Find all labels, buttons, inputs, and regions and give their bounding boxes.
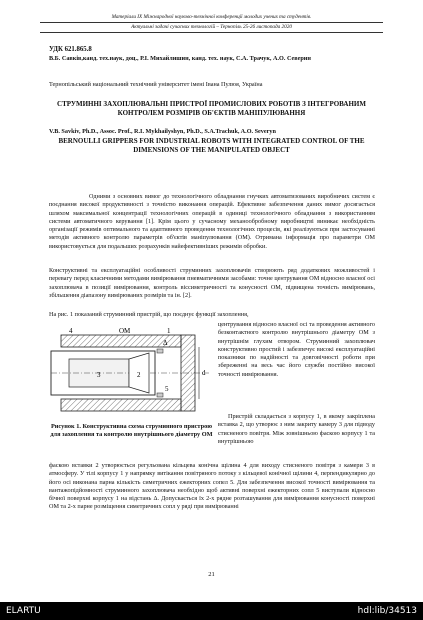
handle-id: hdl:lib/34513: [357, 606, 417, 616]
university: Тернопільський національний технічний університет імені Івана Пулюя, Україна: [49, 81, 263, 88]
gripper-schematic-figure: [49, 325, 214, 421]
header-divider-bottom: [40, 32, 383, 33]
label-2: 2: [137, 371, 141, 379]
label-d: d: [202, 369, 206, 377]
title-ua: СТРУМИННІ ЗАХОПЛЮВАЛЬНІ ПРИСТРОЇ ПРОМИСЛОВИХ РОБОТІВ З ІНТЕГРОВАНИМ КОНТРОЛЕМ РОЗМІРІВ ОБ'ЄКТІВ МАНІПУЛЮВАННЯ: [57, 100, 366, 117]
label-om: ОМ: [119, 327, 131, 335]
paragraph-4: фаскою вставки 2 утворюється регульована кільцева конічна щілина 4 для виходу стисненого повітря з камери 3 в атмосферу. У тілі корпусу 1 у напрямку витікання повітряного потоку з кільцевої конічної щілини 4, перпендикулярно до його осі виконана парна кількість симетричних ежекторних сопел 5. Для забезпечення високої точності вимірювання та вантажопідйомності струминного захоплювача необхідно щоб активні поверхні ежекторних сопл 5 виступали відносно бічної поверхні корпусу 1 на відстань Δ. Допускається їх 2-х рядне розташування для вимірювання конусності поверхні ОМ та 2-х парне розміщення симетричних сопл у ряді при вимірюванні: [49, 462, 375, 511]
header-line-1: Матеріали IX Міжнародної науково-технічної конференції молодих учених та студентів.: [111, 14, 312, 20]
label-1: 1: [167, 327, 171, 335]
paragraph-4-right: Пристрій складається з корпусу 1, в якому закріплена вставка 2, що утворює з ним закриту камеру 3 для підводу стисненого повітря. Між зовнішньою фаскою корпусу 1 та внутрішньою: [218, 413, 375, 445]
udc-code: УДК 621.865.8: [49, 46, 92, 53]
paragraph-3-right: центрування відносно власної осі та проведення активного безконтактного контролю внутрішнього діаметру ОМ з внутрішнім глухим отвором. Струминний захоплювач конструктивно простий і забезпечує високі експлуатаційні показники по надійності та довговічності роботи при збереженні на весь час його служби постійно високої точності вимірювання.: [218, 321, 375, 378]
repository-name: ELARTU: [6, 606, 41, 616]
authors-en: V.B. Savkiv, Ph.D., Assoc. Prof., R.I. Mykhailyshyn, Ph.D., S.A.Trachuk, A.O. Severyn: [49, 128, 276, 135]
paragraph-3-start: На рис. 1 показаний струминний пристрій, що поєднує функції захоплення,: [49, 311, 249, 318]
header-line-2: Актуальні задачі сучасних технологій – Тернопіль 25-26 листопада 2020: [131, 24, 292, 30]
authors-ua: В.Б. Савків,канд. тех.наук, доц., Р.І. Михайлишин, канд. тех. наук, С.А. Трачук, А.О. Северин: [49, 55, 311, 62]
label-delta: Δ: [163, 339, 168, 347]
paragraph-1: Одними з основних вимог до технологічного обладнання гнучких автоматизованих виробничих систем є поєднання високої продуктивності з точністю виконання операцій. Ефективне забезпечення даних вимог досягається шляхом максимальної концентрації технологічних операцій в одиниці технологічного обладнання з використанням системи автоматичного керування [1]. Крім цього у сучасному механообробному виробництві виникає необхідність організації режимів оптимального та адаптивного проведення технологічних процесів, які реалізуються при застосуванні методів активного контролю параметрів об'єктів маніпулювання (ОМ). Отримана інформація про параметри ОМ використовується для подальших розрахунків найефективніших режимів обробки.: [49, 193, 375, 250]
label-3: 3: [97, 371, 101, 379]
label-4: 4: [69, 327, 73, 335]
header-divider: [40, 22, 383, 23]
conference-header: [40, 14, 383, 34]
paragraph-2: Конструктивні та експлуатаційні особливості струминних захоплювачів створюють ряд додаткових можливостей і перевагу перед класичними методами вимірювання пневматичними засобами: точне центрування ОМ відносно власної осі захоплювача в позиції вимірювання, контроль віссиметричності та конусності ОМ, підвищена точність вимірювань, збільшення діапазону вимірюваних розмірів та ін. [2].: [49, 267, 375, 299]
page-number: 21: [208, 571, 215, 578]
figure-caption: Рисунок 1. Конструктивна схема струминного пристрою для захоплення та контролю внутрішнього діаметру ОМ: [50, 423, 213, 438]
label-5: 5: [165, 385, 169, 393]
title-en: BERNOULLI GRIPPERS FOR INDUSTRIAL ROBOTS WITH INTEGRATED CONTROL OF THE DIMENSIONS OF THE MANIPULATED OBJECT: [58, 137, 365, 154]
